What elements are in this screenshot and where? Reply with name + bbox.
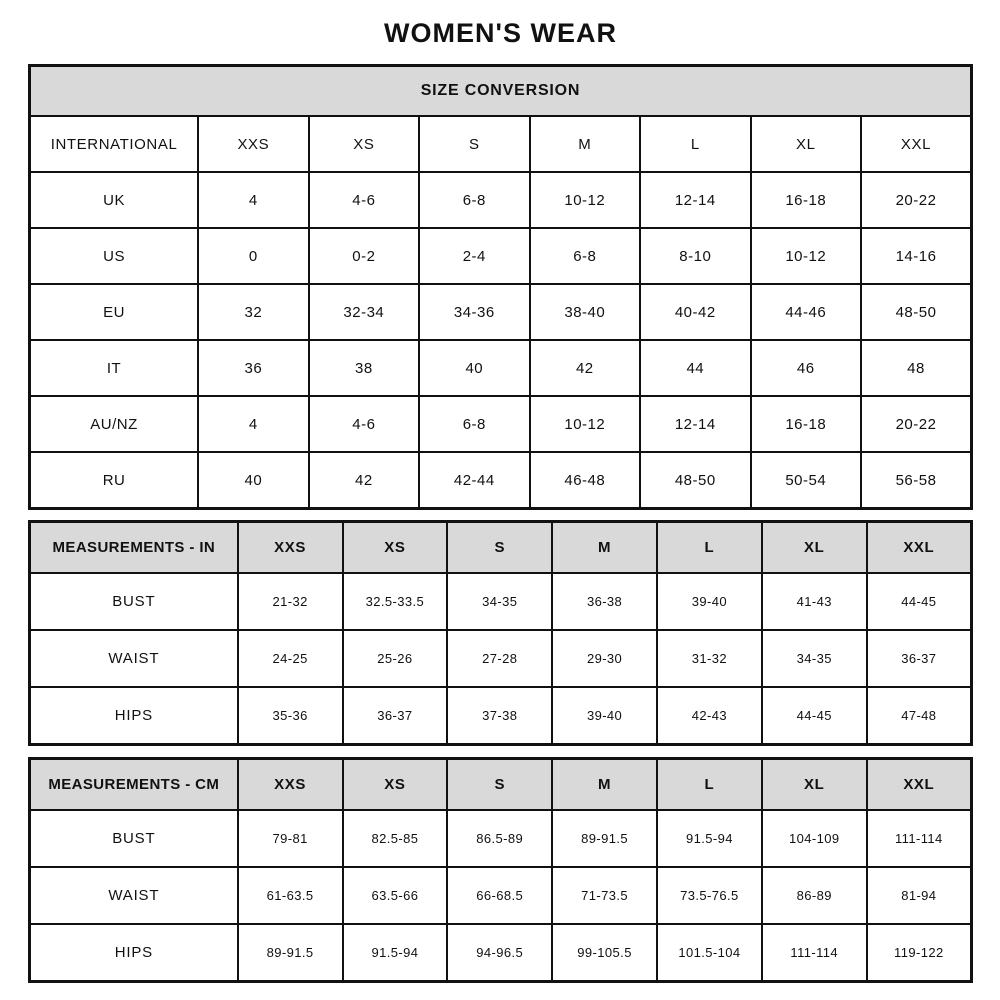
measurement-value-cell: 104-109 [762, 810, 867, 867]
measurement-value-cell: 82.5-85 [343, 810, 448, 867]
measurement-value-cell: 34-35 [447, 573, 552, 630]
size-value-cell: 34-36 [419, 284, 529, 340]
table-row [30, 228, 972, 284]
size-column-header: M [530, 116, 640, 172]
table-row [30, 452, 972, 509]
size-value-cell: 50-54 [751, 452, 861, 509]
size-column-header: XL [762, 759, 867, 811]
size-value-cell: 56-58 [861, 452, 971, 509]
size-value-cell: 40 [198, 452, 308, 509]
measurement-value-cell: 99-105.5 [552, 924, 657, 982]
measurement-label: BUST [30, 573, 238, 630]
measurement-value-cell: 101.5-104 [657, 924, 762, 982]
size-value-cell: 0-2 [309, 228, 419, 284]
size-column-header: XXL [867, 522, 972, 574]
size-value-cell: 46 [751, 340, 861, 396]
size-value-cell: 4 [198, 396, 308, 452]
measurements-in-columns-row [30, 522, 972, 574]
size-column-header: S [447, 759, 552, 811]
size-value-cell: 6-8 [419, 172, 529, 228]
size-value-cell: 4-6 [309, 396, 419, 452]
measurement-value-cell: 41-43 [762, 573, 867, 630]
size-column-header: L [657, 759, 762, 811]
measurement-value-cell: 35-36 [238, 687, 343, 745]
size-value-cell: 16-18 [751, 396, 861, 452]
measurements-cm-body [30, 810, 972, 982]
size-value-cell: 48-50 [861, 284, 971, 340]
measurements-in-head [30, 522, 972, 574]
table-row [30, 810, 972, 867]
measurement-value-cell: 25-26 [343, 630, 448, 687]
measurement-value-cell: 89-91.5 [552, 810, 657, 867]
size-value-cell: 42 [530, 340, 640, 396]
measurement-value-cell: 119-122 [867, 924, 972, 982]
measurement-value-cell: 111-114 [867, 810, 972, 867]
measurement-label: HIPS [30, 924, 238, 982]
size-value-cell: 48 [861, 340, 971, 396]
table-row [30, 284, 972, 340]
measurement-value-cell: 79-81 [238, 810, 343, 867]
size-value-cell: 14-16 [861, 228, 971, 284]
size-value-cell: 42-44 [419, 452, 529, 509]
size-value-cell: 38 [309, 340, 419, 396]
size-value-cell: 40 [419, 340, 529, 396]
size-conversion-head [30, 66, 972, 173]
measurement-value-cell: 32.5-33.5 [343, 573, 448, 630]
measurement-value-cell: 44-45 [762, 687, 867, 745]
size-column-header: S [419, 116, 529, 172]
page-title: WOMEN'S WEAR [384, 18, 617, 48]
size-column-header: XS [343, 522, 448, 574]
measurement-value-cell: 47-48 [867, 687, 972, 745]
measurement-value-cell: 27-28 [447, 630, 552, 687]
measurement-value-cell: 86-89 [762, 867, 867, 924]
measurement-value-cell: 61-63.5 [238, 867, 343, 924]
size-column-header: XXL [867, 759, 972, 811]
size-conversion-body [30, 172, 972, 509]
measurement-value-cell: 66-68.5 [447, 867, 552, 924]
region-label: US [30, 228, 199, 284]
size-value-cell: 44-46 [751, 284, 861, 340]
measurement-label: HIPS [30, 687, 238, 745]
table-row [30, 172, 972, 228]
size-value-cell: 8-10 [640, 228, 750, 284]
size-value-cell: 10-12 [530, 172, 640, 228]
measurement-label: WAIST [30, 867, 238, 924]
size-column-header: XS [343, 759, 448, 811]
measurement-value-cell: 71-73.5 [552, 867, 657, 924]
size-column-header: XL [751, 116, 861, 172]
size-column-header: XXS [238, 759, 343, 811]
size-value-cell: 20-22 [861, 172, 971, 228]
size-value-cell: 2-4 [419, 228, 529, 284]
measurement-value-cell: 36-37 [343, 687, 448, 745]
measurements-cm-columns-row [30, 759, 972, 811]
region-label: RU [30, 452, 199, 509]
size-column-header: M [552, 522, 657, 574]
size-value-cell: 10-12 [530, 396, 640, 452]
region-label: IT [30, 340, 199, 396]
size-value-cell: 36 [198, 340, 308, 396]
table-row [30, 630, 972, 687]
measurements-cm-head [30, 759, 972, 811]
table-row [30, 573, 972, 630]
size-conversion-banner-row [30, 66, 972, 117]
size-conversion-table [28, 64, 973, 510]
measurements-cm-table [28, 757, 973, 983]
table-row [30, 396, 972, 452]
table-row [30, 340, 972, 396]
measurement-value-cell: 91.5-94 [343, 924, 448, 982]
measurement-value-cell: 63.5-66 [343, 867, 448, 924]
size-column-header: XXS [198, 116, 308, 172]
size-value-cell: 38-40 [530, 284, 640, 340]
measurement-value-cell: 73.5-76.5 [657, 867, 762, 924]
size-conversion-title: SIZE CONVERSION [30, 66, 972, 117]
table-row [30, 867, 972, 924]
region-label: AU/NZ [30, 396, 199, 452]
measurement-value-cell: 91.5-94 [657, 810, 762, 867]
region-label: EU [30, 284, 199, 340]
measurement-value-cell: 21-32 [238, 573, 343, 630]
size-value-cell: 16-18 [751, 172, 861, 228]
size-value-cell: 32 [198, 284, 308, 340]
table-row [30, 924, 972, 982]
measurement-value-cell: 24-25 [238, 630, 343, 687]
size-column-header: L [640, 116, 750, 172]
measurement-value-cell: 86.5-89 [447, 810, 552, 867]
size-value-cell: 12-14 [640, 172, 750, 228]
measurement-value-cell: 34-35 [762, 630, 867, 687]
measurement-label: WAIST [30, 630, 238, 687]
size-value-cell: 48-50 [640, 452, 750, 509]
size-column-header: XXL [861, 116, 971, 172]
measurement-label: BUST [30, 810, 238, 867]
measurement-value-cell: 81-94 [867, 867, 972, 924]
size-column-header: S [447, 522, 552, 574]
measurements-cm-title: MEASUREMENTS - CM [30, 759, 238, 811]
size-value-cell: 42 [309, 452, 419, 509]
size-value-cell: 6-8 [530, 228, 640, 284]
size-value-cell: 6-8 [419, 396, 529, 452]
size-value-cell: 32-34 [309, 284, 419, 340]
size-conversion-corner-header: INTERNATIONAL [30, 116, 199, 172]
size-value-cell: 44 [640, 340, 750, 396]
measurement-value-cell: 89-91.5 [238, 924, 343, 982]
size-column-header: XXS [238, 522, 343, 574]
size-value-cell: 0 [198, 228, 308, 284]
measurement-value-cell: 111-114 [762, 924, 867, 982]
region-label: UK [30, 172, 199, 228]
size-value-cell: 12-14 [640, 396, 750, 452]
measurements-in-title: MEASUREMENTS - IN [30, 522, 238, 574]
size-value-cell: 10-12 [751, 228, 861, 284]
size-column-header: XS [309, 116, 419, 172]
measurement-value-cell: 31-32 [657, 630, 762, 687]
measurement-value-cell: 29-30 [552, 630, 657, 687]
size-value-cell: 4 [198, 172, 308, 228]
size-column-header: XL [762, 522, 867, 574]
measurement-value-cell: 37-38 [447, 687, 552, 745]
size-value-cell: 4-6 [309, 172, 419, 228]
size-value-cell: 20-22 [861, 396, 971, 452]
table-row [30, 687, 972, 745]
measurement-value-cell: 44-45 [867, 573, 972, 630]
measurement-value-cell: 94-96.5 [447, 924, 552, 982]
size-value-cell: 40-42 [640, 284, 750, 340]
size-value-cell: 46-48 [530, 452, 640, 509]
measurement-value-cell: 36-38 [552, 573, 657, 630]
measurements-in-table [28, 520, 973, 746]
measurement-value-cell: 39-40 [657, 573, 762, 630]
measurement-value-cell: 39-40 [552, 687, 657, 745]
size-column-header: L [657, 522, 762, 574]
size-conversion-columns-row [30, 116, 972, 172]
size-column-header: M [552, 759, 657, 811]
measurements-in-body [30, 573, 972, 745]
measurement-value-cell: 36-37 [867, 630, 972, 687]
measurement-value-cell: 42-43 [657, 687, 762, 745]
